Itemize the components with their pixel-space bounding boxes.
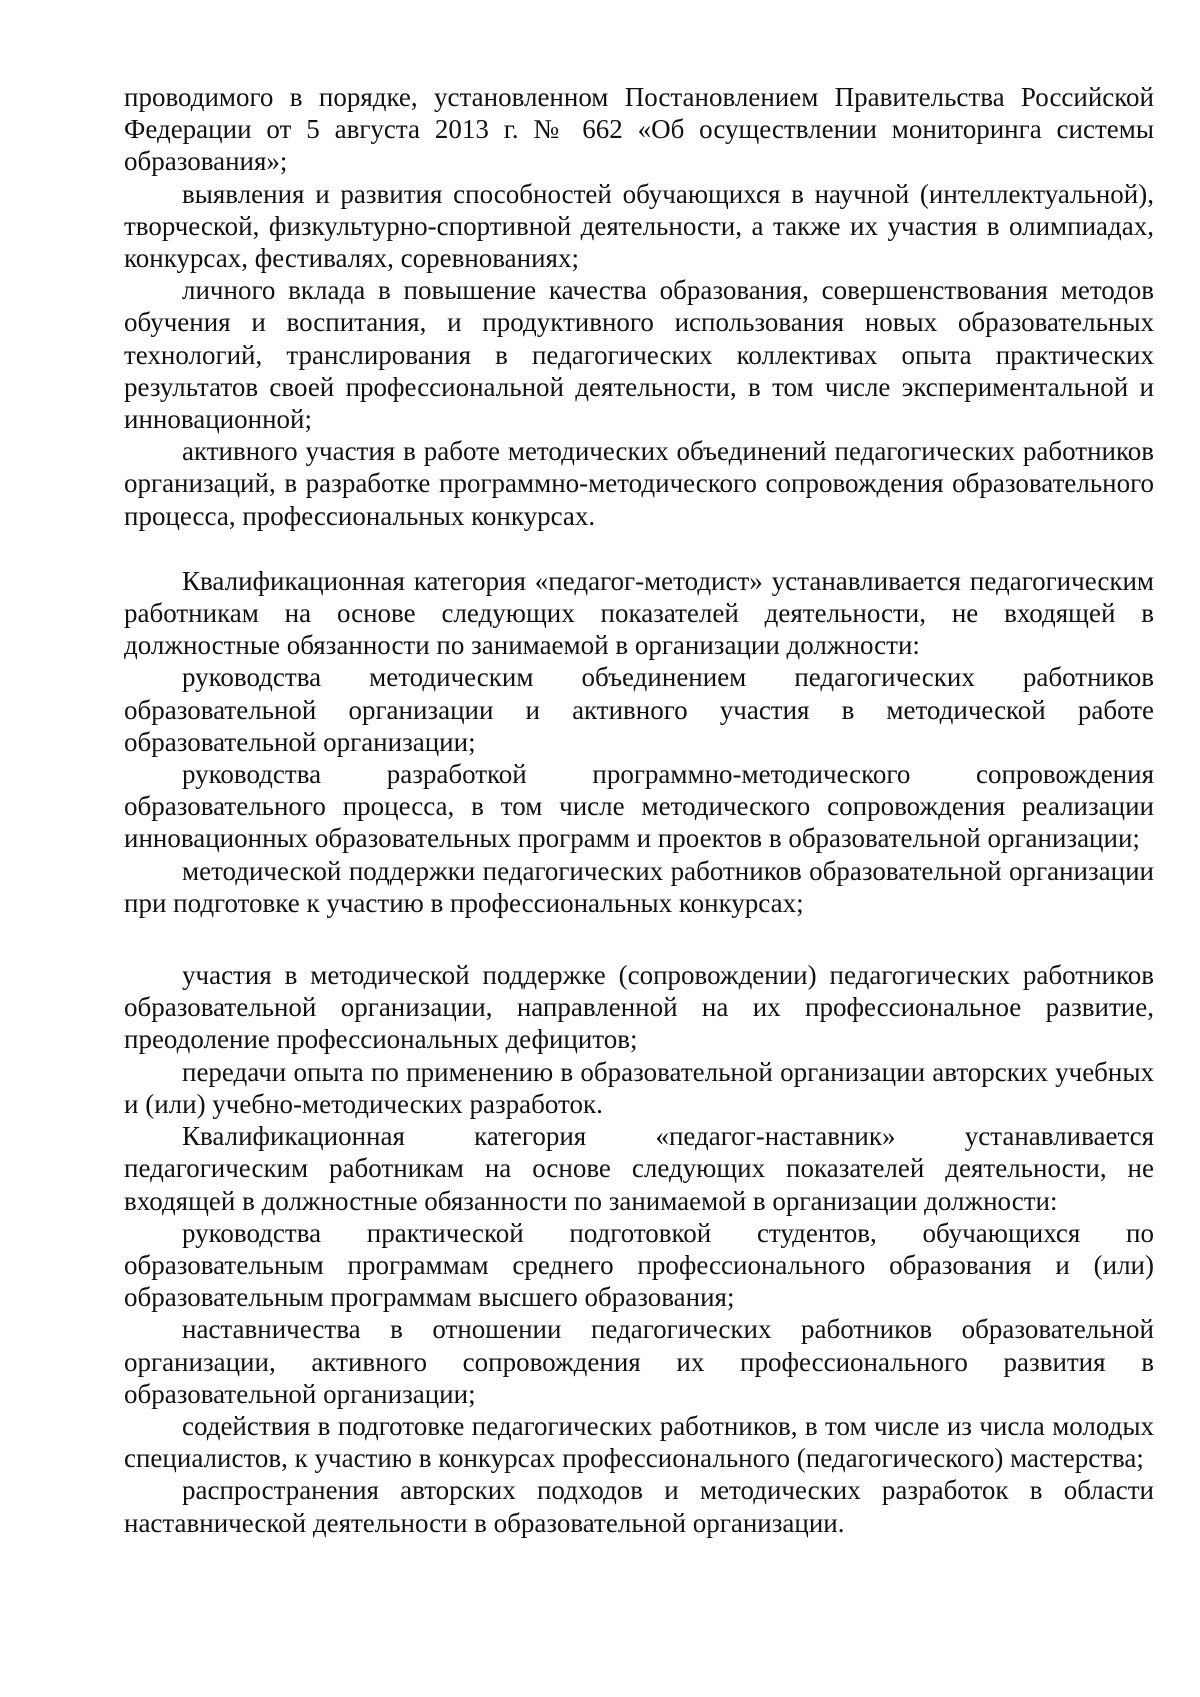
- paragraph-methodist-experience: передачи опыта по применению в образовательной организации авторских учебных и (или) учебно-методических разработок.: [124, 1056, 1154, 1119]
- paragraph-mentor-mentoring: наставничества в отношении педагогических работников образовательной организации, активного сопровождения их профессионального развития в образовательной организации;: [124, 1314, 1154, 1409]
- paragraph-methodist-development: руководства разработкой программно-методического сопровождения образовательного процесса, в том числе методического сопровождения реализации инновационных образовательных программ и проектов в образовательной организации;: [124, 759, 1154, 854]
- paragraph-active-participation: активного участия в работе методических объединений педагогических работников организаций, в разработке программно-методического сопровождения образовательного процесса, профессиональных конкурсах.: [124, 436, 1154, 531]
- paragraph-methodist-leadership: руководства методическим объединением педагогических работников образовательной организации и активного участия в методической работе образовательной организации;: [124, 662, 1154, 757]
- paragraph-abilities: выявления и развития способностей обучающихся в научной (интеллектуальной), творческой, физкультурно-спортивной деятельности, а также их участия в олимпиадах, конкурсах, фестивалях, соревнованиях;: [124, 178, 1154, 274]
- paragraph-mentor-practical-training: руководства практической подготовкой студентов, обучающихся по образовательным программам среднего профессионального образования и (или) образовательным программам высшего образования;: [124, 1217, 1154, 1313]
- paragraph-methodist-support: методической поддержки педагогических работников образовательной организации при подготовке к участию в профессиональных конкурсах;: [124, 855, 1154, 918]
- paragraph-mentor-category: Квалификационная категория «педагог-наставник» устанавливается педагогическим работникам на основе следующих показателей деятельности, не входящей в должностные обязанности по занимаемой в организации должности:: [124, 1121, 1154, 1216]
- paragraph-methodist-participation: участия в методической поддержке (сопровождении) педагогических работников образовательной организации, направленной на их профессиональное развитие, преодоление профессиональных дефицитов;: [124, 960, 1154, 1055]
- paragraph-mentor-dissemination: распространения авторских подходов и методических разработок в области наставнической деятельности в образовательной организации.: [124, 1475, 1154, 1538]
- paragraph-personal-contribution: личного вклада в повышение качества образования, совершенствования методов обучения и воспитания, и продуктивного использования новых образовательных технологий, транслирования в педагогических коллективах опыта практических результатов своей профессиональной деятельности, в том числе экспериментальной и инновационной;: [124, 275, 1154, 435]
- document-page: [124, 81, 1154, 1539]
- paragraph-methodist-category: Квалификационная категория «педагог-методист» устанавливается педагогическим работникам на основе следующих показателей деятельности, не входящей в должностные обязанности по занимаемой в организации должности:: [124, 565, 1154, 661]
- paragraph-mentor-competitions: содействия в подготовке педагогических работников, в том числе из числа молодых специалистов, к участию в конкурсах профессионального (педагогического) мастерства;: [124, 1410, 1154, 1474]
- paragraph-monitoring: проводимого в порядке, установленном Постановлением Правительства Российской Федерации от 5 августа 2013 г. № 662 «Об осуществлении мониторинга системы образования»;: [124, 82, 1154, 177]
